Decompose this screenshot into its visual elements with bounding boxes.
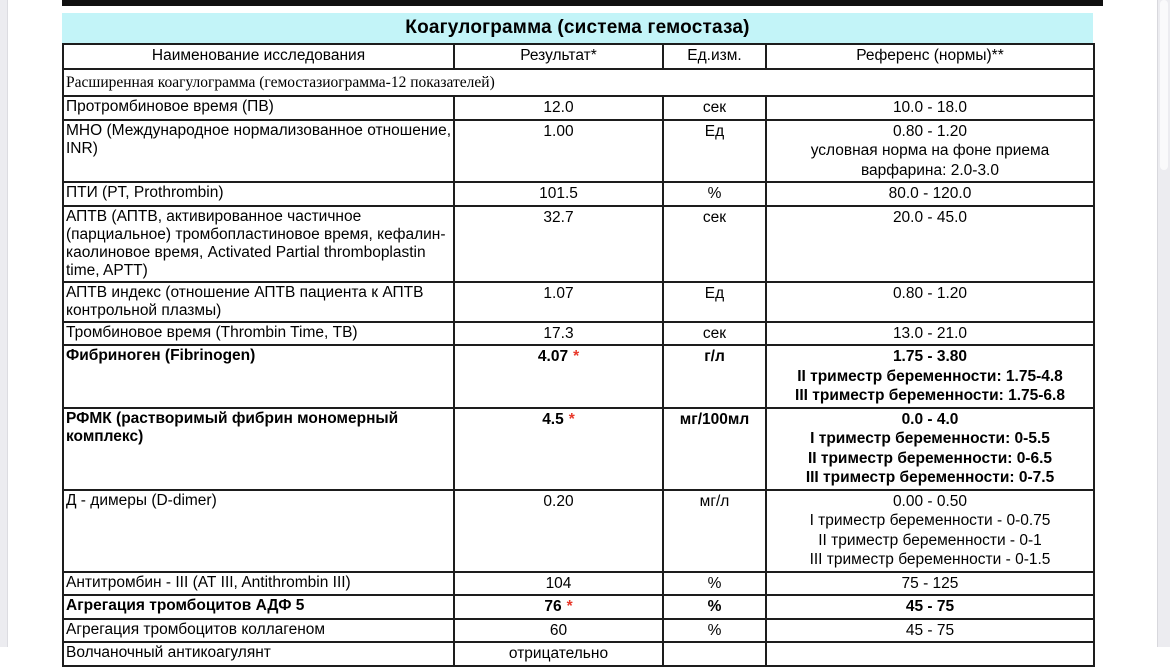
scrollbar-thumb[interactable]	[1160, 0, 1168, 170]
reference-cell	[766, 120, 1094, 183]
reference-line: 10.0 - 18.0	[892, 99, 968, 116]
test-name-cell	[63, 96, 454, 120]
reference-line: 45 - 75	[905, 598, 955, 615]
result-cell	[454, 490, 663, 572]
test-name: Протромбиновое время (ПВ)	[66, 98, 274, 115]
table-row	[63, 345, 1094, 408]
reference-line: I триместр беременности - 0-0.75	[809, 512, 1051, 529]
reference-cell	[766, 619, 1094, 643]
reference-line: I триместр беременности: 0-5.5	[810, 430, 1050, 447]
test-name-cell	[63, 408, 454, 490]
reference-line: III триместр беременности: 0-7.5	[805, 469, 1055, 486]
result-cell	[454, 408, 663, 490]
test-name: Антитромбин - III (АТ III, Antithrombin III)	[66, 573, 351, 591]
table-row	[63, 642, 1094, 666]
test-name-cell	[63, 206, 454, 282]
result-value: 104	[545, 574, 572, 592]
reference-cell	[766, 96, 1094, 120]
table-row	[63, 182, 1094, 206]
result-cell	[454, 96, 663, 120]
result-value: 4.5	[542, 410, 564, 428]
result-cell	[454, 345, 663, 408]
test-name: Агрегация тромбоцитов АДФ 5	[66, 597, 305, 614]
unit: сек	[702, 99, 727, 116]
section-header-row	[63, 69, 1094, 96]
test-name: Волчаночный антикоагулянт	[66, 644, 271, 661]
result-cell	[454, 642, 663, 666]
result-cell	[454, 322, 663, 346]
unit: мг/л	[699, 492, 730, 510]
column-header-reference: Референс (нормы)**	[766, 44, 1094, 69]
unit-cell	[663, 619, 766, 643]
coagulogram-table	[62, 43, 1095, 667]
unit-cell	[663, 642, 766, 666]
result-cell	[454, 120, 663, 183]
left-edge-strip	[0, 0, 8, 647]
reference-line: 0.80 - 1.20	[892, 284, 968, 302]
reference-cell	[766, 572, 1094, 596]
result-cell	[454, 619, 663, 643]
reference-line: 0.00 - 0.50	[892, 492, 968, 510]
reference-line: 80.0 - 120.0	[888, 185, 972, 202]
report-title: Коагулограмма (система гемостаза)	[405, 17, 750, 38]
result-cell	[454, 595, 663, 619]
test-name-cell	[63, 282, 454, 322]
reference-cell	[766, 408, 1094, 490]
top-divider-rule	[62, 0, 1103, 6]
test-name-cell	[63, 642, 454, 666]
test-name: АПТВ индекс (отношение АПТВ пациента к АПТВ контрольной плазмы)	[66, 283, 424, 319]
reference-cell	[766, 322, 1094, 346]
test-name-cell	[63, 345, 454, 408]
reference-cell	[766, 206, 1094, 282]
column-header-result: Результат*	[454, 44, 663, 69]
result-value: 0.20	[543, 492, 574, 510]
reference-line: 0.80 - 1.20	[892, 122, 968, 140]
table-row	[63, 595, 1094, 619]
unit: %	[707, 574, 722, 592]
reference-cell	[766, 490, 1094, 572]
unit-cell	[663, 490, 766, 572]
result-cell	[454, 182, 663, 206]
test-name-cell	[63, 490, 454, 572]
column-header-test-name: Наименование исследования	[63, 44, 454, 69]
reference-cell	[766, 182, 1094, 206]
section-header: Расширенная коагулограмма (гемостазиограмма-12 показателей)	[63, 69, 1094, 96]
result-value: 17.3	[543, 324, 574, 342]
unit: %	[707, 598, 722, 615]
reference-line: III триместр беременности - 0-1.5	[809, 551, 1051, 568]
table-row	[63, 408, 1094, 490]
test-name-cell	[63, 595, 454, 619]
table-row	[63, 282, 1094, 322]
reference-line: 45 - 75	[905, 621, 955, 639]
reference-line: II триместр беременности: 1.75-4.8	[797, 367, 1063, 385]
result-value: 32.7	[543, 208, 574, 226]
table-row	[63, 120, 1094, 183]
test-name: ПТИ (PT, Prothrombin)	[66, 184, 224, 201]
abnormal-flag: *	[568, 410, 575, 428]
result-cell	[454, 282, 663, 322]
unit-cell	[663, 595, 766, 619]
unit: Ед	[704, 284, 725, 302]
test-name-cell	[63, 619, 454, 643]
test-name-cell	[63, 572, 454, 596]
table-row	[63, 96, 1094, 120]
result-cell	[454, 572, 663, 596]
result-value: отрицательно	[508, 645, 609, 662]
reference-line: 13.0 - 21.0	[892, 324, 968, 342]
unit-cell	[663, 182, 766, 206]
result-value: 4.07	[537, 348, 569, 365]
test-name: Агрегация тромбоцитов коллагеном	[66, 620, 326, 638]
unit: %	[707, 185, 722, 202]
unit-cell	[663, 408, 766, 490]
abnormal-flag: *	[566, 598, 573, 615]
result-value: 101.5	[539, 185, 578, 202]
result-value: 76	[544, 598, 562, 615]
unit: Ед	[704, 122, 725, 140]
unit: г/л	[704, 348, 725, 365]
right-scrollbar-track	[1157, 0, 1170, 647]
results-tbody	[63, 69, 1094, 666]
result-cell	[454, 206, 663, 282]
test-name-cell	[63, 120, 454, 183]
reference-line: 20.0 - 45.0	[892, 208, 968, 226]
lab-report-document	[62, 0, 1103, 667]
unit: сек	[702, 324, 727, 342]
unit-cell	[663, 96, 766, 120]
unit-cell	[663, 322, 766, 346]
reference-line: условная норма на фоне приема	[810, 142, 1050, 159]
table-row	[63, 572, 1094, 596]
reference-line: варфарина: 2.0-3.0	[860, 161, 999, 179]
reference-line: III триместр беременности: 1.75-6.8	[795, 387, 1065, 404]
reference-line: II триместр беременности - 0-1	[818, 531, 1042, 549]
unit-cell	[663, 120, 766, 183]
table-row	[63, 490, 1094, 572]
reference-line: 0.0 - 4.0	[901, 410, 959, 428]
unit: сек	[702, 208, 727, 226]
test-name: РФМК (растворимый фибрин мономерный комплекс)	[66, 409, 399, 445]
test-name: АПТВ (АПТВ, активированное частичное (парциальное) тромбопластиновое время, кефалин-каолиновое время, Activated Partial thromboplastin time, APTT)	[66, 207, 446, 279]
table-header-row	[63, 44, 1094, 69]
table-row	[63, 619, 1094, 643]
test-name: Тромбиновое время (Thrombin Time, ТВ)	[66, 323, 358, 341]
result-value: 12.0	[543, 99, 574, 116]
reference-cell	[766, 282, 1094, 322]
report-title-band	[62, 13, 1093, 43]
test-name: МНО (Международное нормализованное отношение, INR)	[66, 121, 451, 157]
unit: мг/100мл	[679, 410, 750, 428]
table-row	[63, 322, 1094, 346]
reference-cell	[766, 345, 1094, 408]
result-value: 60	[549, 621, 568, 639]
column-header-unit: Ед.изм.	[663, 44, 766, 69]
result-value: 1.07	[543, 284, 574, 302]
test-name: Д - димеры (D-dimer)	[66, 491, 217, 509]
result-value: 1.00	[543, 122, 574, 140]
unit-cell	[663, 572, 766, 596]
unit-cell	[663, 282, 766, 322]
test-name-cell	[63, 182, 454, 206]
unit: %	[707, 621, 722, 639]
abnormal-flag: *	[573, 348, 580, 365]
reference-cell	[766, 642, 1094, 666]
unit-cell	[663, 206, 766, 282]
test-name-cell	[63, 322, 454, 346]
reference-line: 1.75 - 3.80	[892, 348, 968, 365]
reference-line: 75 - 125	[901, 574, 959, 592]
table-row	[63, 206, 1094, 282]
reference-cell	[766, 595, 1094, 619]
test-name: Фибриноген (Fibrinogen)	[66, 347, 256, 364]
reference-line: II триместр беременности: 0-6.5	[807, 449, 1053, 467]
unit-cell	[663, 345, 766, 408]
